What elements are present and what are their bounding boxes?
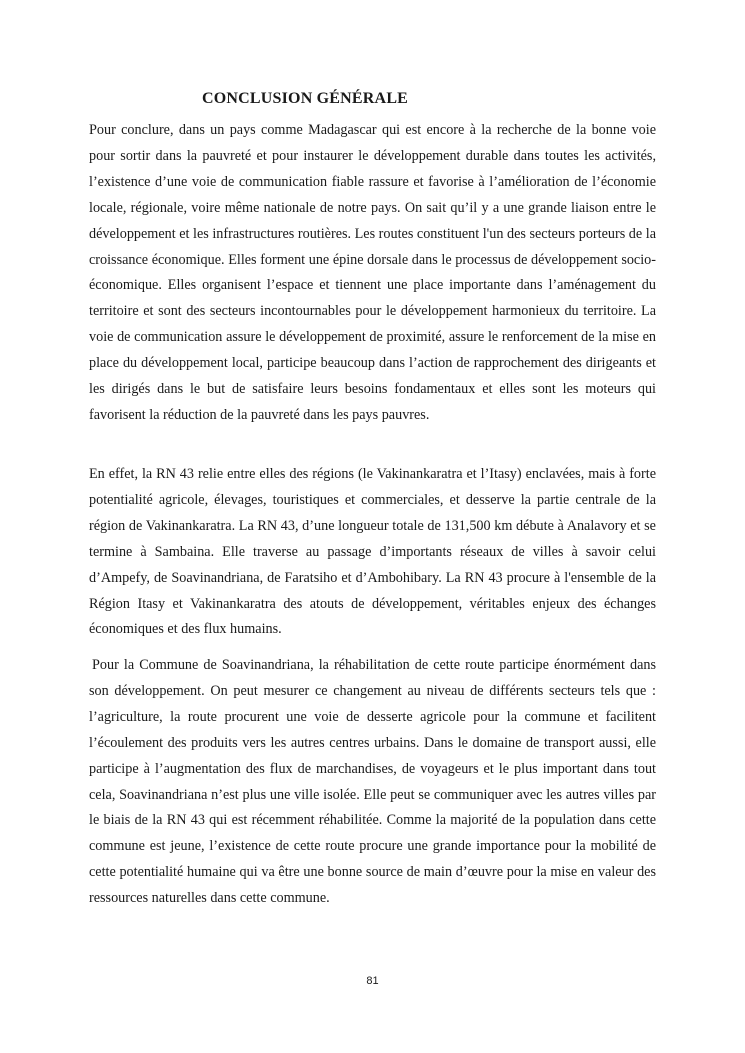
paragraph-soavinandriana-impact: Pour la Commune de Soavinandriana, la réhabilitation de cette route participe énormément dans son développement. On peut mesurer ce changement au niveau de différents secteurs tels que : l’agriculture, la route procurent une voie de desserte agricole pour la commune et facilitent l’écoulement des produits vers les autres centres urbains. Dans le domaine de transport aussi, elle participe à l’augmentation des flux de marchandises, de voyageurs et le plus important dans tout cela, Soavinandriana n’est plus une ville isolée. Elle peut se communiquer avec les autres villes par le biais de la RN 43 qui est récemment réhabilitée. Comme la majorité de la population dans cette commune est jeune, l’existence de cette route procure une grande importance pour la mobilité de cette potentialité humaine qui va être une bonne source de main d’œuvre pour la mise en valeur des ressources naturelles dans cette commune. — [89, 657, 656, 907]
paragraph-rn43-description: En effet, la RN 43 relie entre elles des régions (le Vakinankaratra et l’Itasy) enclavées, mais à forte potentialité agricole, élevages, touristiques et commerciales, et desserve la partie centrale de la région de Vakinankaratra. La RN 43, d’une longueur totale de 131,500 km débute à Analavory et se termine à Sambaina. Elle traverse au passage d’importants réseaux de villes à savoir celui d’Ampefy, de Soavinandriana, de Faratsiho et d’Ambohibary. La RN 43 procure à l'ensemble de la Région Itasy et Vakinankaratra des atouts de développement, véritables enjeux des échanges économiques et des flux humains. — [89, 466, 656, 638]
paragraph-conclusion-intro: Pour conclure, dans un pays comme Madagascar qui est encore à la recherche de la bonne voie pour sortir dans la pauvreté et pour instaurer le développement durable dans toutes les activités, l’existence d’une voie de communication fiable rassure et favorise à l’amélioration de l’économie locale, régionale, voire même nationale de notre pays. On sait qu’il y a une grande liaison entre le développement et les infrastructures routières. Les routes constituent l'un des secteurs porteurs de la croissance économique. Elles forment une épine dorsale dans le processus de développement socio-économique. Elles organisent l’espace et tiennent une place importante dans l’aménagement du territoire et sont des secteurs incontournables pour le développement harmonieux du territoire. La voie de communication assure le développement de proximité, assure le renforcement de la mise en place du développement local, participe beaucoup dans l’action de rapprochement des dirigeants et les dirigés dans le but de satisfaire leurs besoins fondamentaux et elles sont les moteurs qui favorisent la réduction de la pauvreté dans les pays pauvres. — [89, 122, 656, 423]
page-number: 81 — [366, 975, 379, 987]
page-title: CONCLUSION GÉNÉRALE — [202, 90, 409, 107]
